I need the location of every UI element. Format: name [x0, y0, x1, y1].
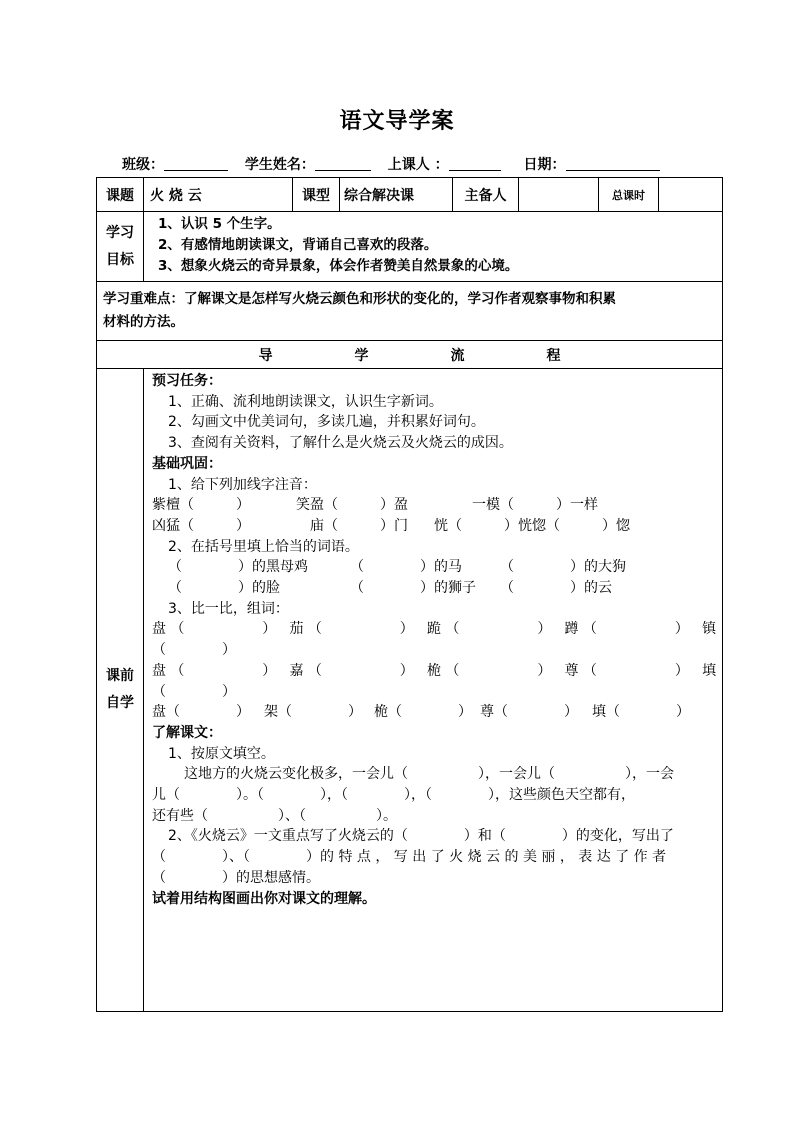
basic-title: 基础巩固：	[152, 455, 222, 472]
preparer-label: 主备人	[453, 178, 519, 212]
class-blank	[164, 156, 228, 171]
fill-row	[152, 557, 716, 578]
fill-item: （ ）的脸	[168, 580, 280, 597]
topic-value: 火 烧 云	[144, 178, 293, 212]
fill-item: （ ）的云	[500, 580, 612, 597]
flow-char: 学	[354, 347, 369, 364]
pinyin-item: 紫檀（ ）	[152, 497, 250, 514]
compare-row	[152, 661, 716, 682]
preview-item: 1、正确、流利地朗读课文，认识生字新词。	[168, 393, 443, 410]
flow-header	[97, 341, 723, 369]
flow-char: 导	[258, 347, 273, 364]
teacher-blank	[449, 156, 501, 171]
student-name-blank	[315, 156, 371, 171]
total-hours-value	[659, 178, 723, 212]
fill-row	[152, 578, 716, 599]
understand-q1-line: 这地方的火烧云变化极多，一会儿（ ），一会儿（ ），一会	[184, 766, 674, 783]
understand-q1-line: 还有些（ ）、（ ）。	[152, 807, 397, 824]
side-label-line1: 课前	[106, 668, 134, 684]
pinyin-item: 庙（ ）门	[296, 517, 408, 534]
compare-item: 茄（ ）	[289, 621, 419, 638]
lesson-plan-table	[96, 177, 723, 1012]
pinyin-row	[152, 495, 716, 516]
objective-item: 2、有感情地朗读课文，背诵自己喜欢的段落。	[158, 237, 438, 253]
compare-row	[152, 619, 716, 640]
key-points-line2: 材料的方法。	[103, 314, 184, 330]
key-points	[97, 282, 723, 341]
objectives-label	[97, 212, 144, 282]
compare-item: 嘉（ ）	[289, 662, 419, 679]
question-3: 3、比一比，组词：	[168, 600, 289, 617]
understand-title: 了解课文：	[152, 724, 222, 741]
teacher-label: 上课人 ：	[387, 157, 449, 173]
topic-label: 课题	[97, 178, 144, 212]
compare-item: 架（ ）	[264, 704, 362, 721]
header-info-line	[122, 154, 672, 174]
type-label: 课型	[293, 178, 340, 212]
pinyin-item: 笑盈（ ）盈	[296, 497, 408, 514]
date-blank	[566, 156, 660, 171]
understand-q2-line: （ ）的思想感情。	[152, 869, 320, 886]
flow-char: 流	[450, 347, 465, 364]
fill-item: （ ）的黑母鸡	[168, 559, 308, 576]
compare-item: 尊（ ）	[480, 704, 578, 721]
pinyin-item: 凶猛（ ）	[152, 517, 250, 534]
compare-row	[152, 702, 716, 723]
objectives-content	[144, 212, 723, 282]
pinyin-item: 恍（ ）恍惚（ ）惚	[434, 517, 630, 534]
objectives-row	[97, 212, 723, 282]
question-1: 1、给下列加线字注音：	[168, 476, 317, 493]
understand-q1: 1、按原文填空。	[168, 745, 275, 762]
fill-item: （ ）的大狗	[500, 559, 626, 576]
fill-item: （ ）的狮子	[350, 580, 476, 597]
flow-header-row	[97, 341, 723, 369]
compare-item: 桅（ ）	[374, 704, 472, 721]
compare-item: 蹲（ ）	[564, 621, 694, 638]
objective-item: 1、认识 5 个生字。	[158, 216, 281, 232]
class-label: 班级：	[122, 157, 164, 173]
understand-q2-line: （ ）、（ ）的 特 点 ， 写 出 了 火 烧 云 的 美 丽 ， 表 达 了 作 者	[152, 849, 667, 866]
objective-item: 3、想象火烧云的奇异景象，体会作者赞美自然景象的心境。	[158, 258, 519, 274]
content-row	[97, 369, 723, 1012]
compare-item: 盘（ ）	[152, 704, 250, 721]
self-study-content	[144, 369, 723, 1012]
compare-item: 盘（ ）	[152, 662, 281, 679]
type-value: 综合解决课	[340, 178, 453, 212]
compare-item: 跪（ ）	[427, 621, 556, 638]
preview-item: 3、查阅有关资料，了解什么是火烧云及火烧云的成因。	[168, 435, 513, 452]
key-points-line1: 学习重难点：了解课文是怎样写火烧云颜色和形状的变化的，学习作者观察事物和积累	[103, 291, 616, 307]
compare-item: 填（ ）	[592, 704, 690, 721]
date-label: 日期：	[523, 157, 566, 173]
total-hours-label: 总课时	[599, 178, 659, 212]
compare-item: 桅（ ）	[427, 662, 556, 679]
info-row	[97, 178, 723, 212]
compare-item: 尊（ ）	[564, 662, 694, 679]
flow-char: 程	[546, 347, 561, 364]
understand-q1-line: 儿（ ）。（ ），（ ），（ ），这些颜色天空都有，	[152, 787, 635, 804]
compare-item: 盘（ ）	[152, 621, 281, 638]
preview-item: 2、勾画文中优美词句，多读几遍，并积累好词句。	[168, 414, 485, 431]
preview-title: 预习任务：	[152, 373, 222, 389]
preparer-value	[519, 178, 599, 212]
student-name-label: 学生姓名：	[244, 157, 315, 173]
side-label-line2: 自学	[106, 695, 134, 711]
objectives-label-line2: 目标	[106, 251, 134, 268]
pinyin-item: 一模（ ）一样	[472, 497, 598, 514]
compare-row-wrap: （ ）	[152, 642, 236, 659]
pinyin-row	[152, 516, 716, 537]
structure-prompt: 试着用结构图画出你对课文的理解。	[152, 890, 376, 907]
compare-row-wrap: （ ）	[152, 683, 236, 700]
key-points-row	[97, 282, 723, 341]
understand-q2-line: 2、《火烧云》一文重点写了火烧云的（ ）和（ ）的变化，写出了	[168, 828, 674, 845]
page-title: 语文导学案	[339, 109, 455, 134]
compare-item: 填	[702, 662, 717, 679]
fill-item: （ ）的马	[350, 559, 462, 576]
question-2: 2、在括号里填上恰当的词语。	[168, 538, 359, 555]
compare-item: 镇	[702, 621, 717, 638]
objectives-label-line1: 学习	[106, 224, 134, 241]
side-label	[97, 369, 144, 1012]
